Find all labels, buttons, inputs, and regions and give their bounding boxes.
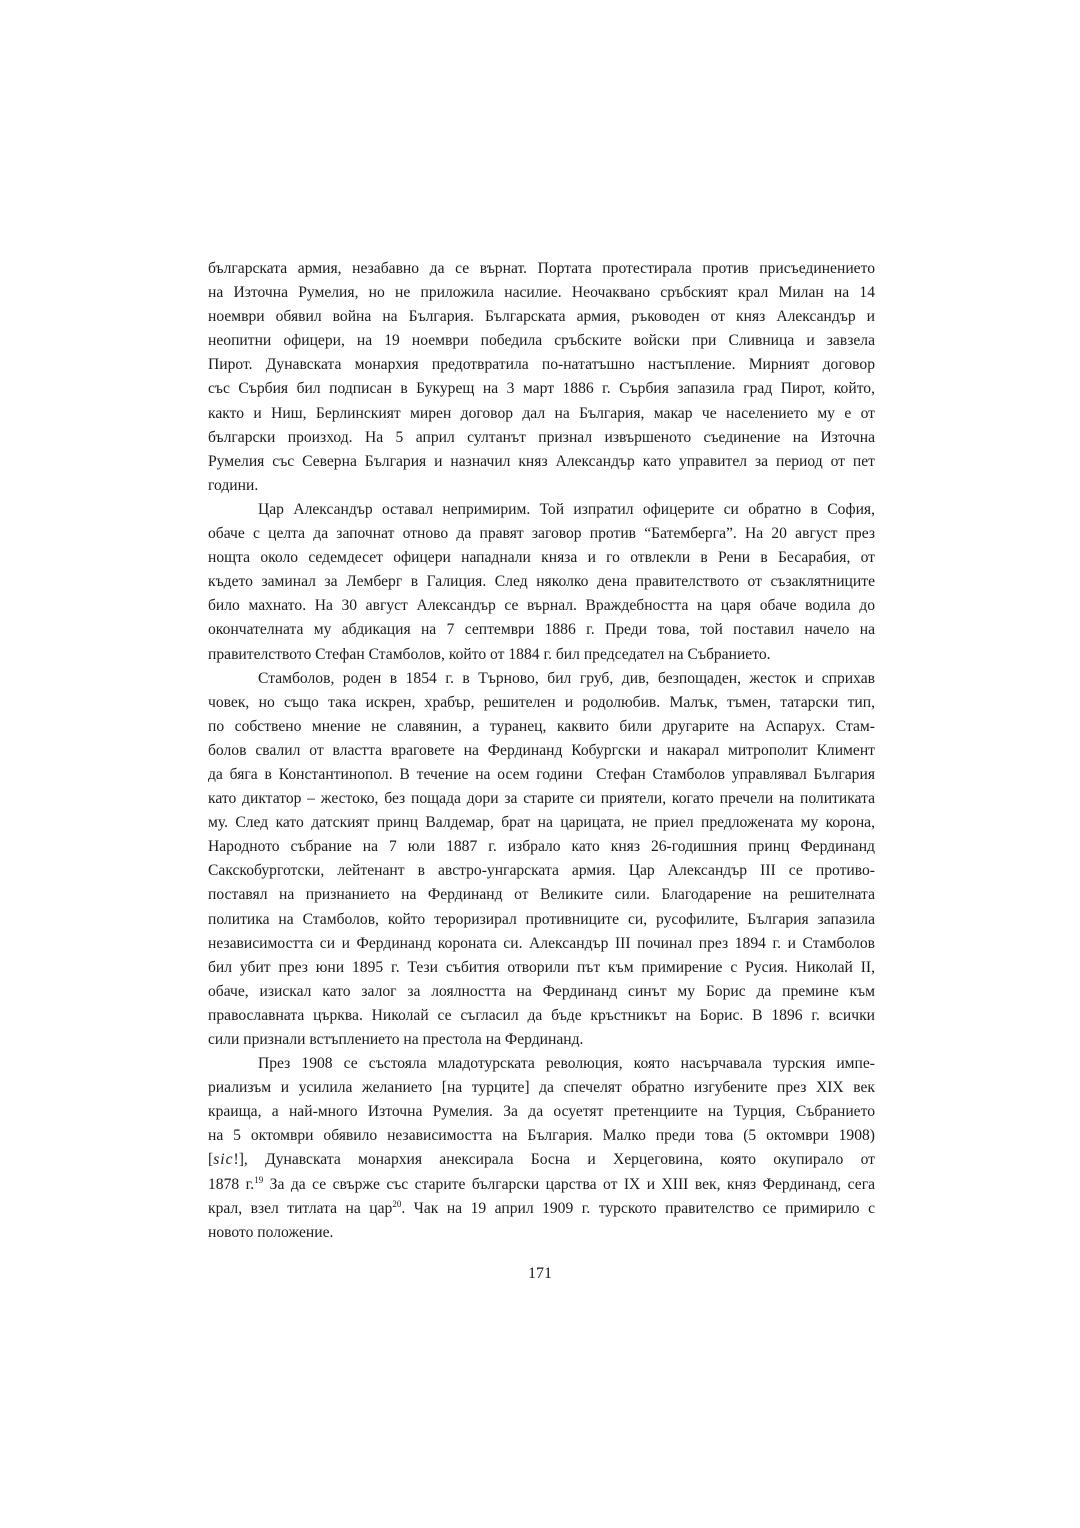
text-line-content: Пирот. Дунавската монархия предотвратила по-нататъшно настъпление. Мирният договор bbox=[208, 356, 875, 374]
paragraph bbox=[208, 498, 875, 667]
text-line-content: краища, а най-много Източна Румелия. За да осуетят претенциите на Турция, Събранието bbox=[208, 1103, 875, 1121]
text-line-content: болов свалил от властта враговете на Фердинанд Кобургски и накарал митрополит Климент bbox=[208, 741, 875, 759]
text-line bbox=[208, 305, 875, 329]
text-line bbox=[208, 1052, 875, 1076]
text-line bbox=[208, 1124, 875, 1148]
text-line bbox=[208, 739, 875, 763]
text-line bbox=[208, 498, 875, 522]
text-line-content: било махнато. На 30 август Александър се върнал. Враждебността на царя обаче водила до bbox=[208, 597, 875, 615]
text-line bbox=[208, 667, 875, 691]
text-line-content: Стамболов, роден в 1854 г. в Търново, бил груб, див, безпощаден, жесток и сприхав bbox=[258, 669, 875, 687]
text-line-content: човек, но също така искрен, храбър, решителен и родолюбив. Малък, тъмен, татарски тип, bbox=[208, 693, 875, 711]
text-line-content bbox=[208, 1148, 875, 1172]
text-line-content: както и Ниш, Берлинският мирен договор дал на България, макар че населението му е от bbox=[208, 404, 875, 422]
text-line bbox=[208, 787, 875, 811]
text-line bbox=[208, 618, 875, 642]
text-line bbox=[208, 643, 875, 667]
text-segment: !], Дунавската монархия анексирала Босна и Херцеговина, която окупирало от bbox=[233, 1151, 875, 1169]
text-line-content bbox=[208, 1197, 875, 1221]
text-line bbox=[208, 377, 875, 401]
text-line bbox=[208, 329, 875, 353]
paragraph bbox=[208, 257, 875, 498]
text-line bbox=[208, 835, 875, 859]
text-line-content: бил убит през юни 1895 г. Тези събития отворили път към примирение с Русия. Николай II, bbox=[208, 958, 875, 976]
text-line-content: обаче, изискал като залог за лоялността на Фердинанд синът му Борис да премине към bbox=[208, 982, 875, 1000]
text-line-content: Цар Александър оставал непримирим. Той изпратил офицерите си обратно в София, bbox=[258, 500, 875, 518]
text-line-content: където заминал за Лемберг в Галиция. След няколко дена правителството от съзаклятниците bbox=[208, 573, 875, 591]
text-line-content: на 5 октомври обявило независимостта на България. Малко преди това (5 октомври 1908) bbox=[208, 1127, 875, 1145]
text-line bbox=[208, 1076, 875, 1100]
text-line-content: правителството Стефан Стамболов, който от 1884 г. бил председател на Събранието. bbox=[208, 645, 771, 663]
text-line bbox=[208, 1100, 875, 1124]
text-line-content: политика на Стамболов, който тероризирал противниците си, русофилите, България запазила bbox=[208, 910, 875, 928]
text-line bbox=[208, 1004, 875, 1028]
text-line bbox=[208, 811, 875, 835]
text-line-content: риализъм и усилила желанието [на турците] да спечелят обратно изгубените през XIX век bbox=[208, 1079, 875, 1097]
text-line bbox=[208, 353, 875, 377]
text-line bbox=[208, 522, 875, 546]
paragraph bbox=[208, 1052, 875, 1245]
text-line bbox=[208, 1221, 875, 1245]
text-line bbox=[208, 908, 875, 932]
text-segment: [ bbox=[208, 1151, 214, 1169]
text-line-content: Народното събрание на 7 юли 1887 г. избрало като княз 26-годишния принц Фердинанд bbox=[208, 838, 875, 856]
document-body bbox=[208, 257, 875, 1245]
text-line-content: православната църква. Николай се съгласил да бъде кръстникът на Борис. В 1896 г. всички bbox=[208, 1006, 875, 1024]
text-line bbox=[208, 402, 875, 426]
text-line-content: През 1908 се състояла младотурската революция, която насърчавала турския импе- bbox=[258, 1055, 875, 1073]
text-line bbox=[208, 1197, 875, 1221]
text-line-content: неопитни офицери, на 19 ноември победила сръбските войски при Сливница и завзела bbox=[208, 332, 875, 350]
text-line bbox=[208, 763, 875, 787]
page-number: 171 bbox=[528, 1265, 552, 1282]
text-segment: . Чак на 19 април 1909 г. турското правителство се примирило с bbox=[401, 1199, 875, 1217]
text-line bbox=[208, 594, 875, 618]
text-line bbox=[208, 450, 875, 474]
text-line bbox=[208, 980, 875, 1004]
text-line-content: да бяга в Константинопол. В течение на осем години Стефан Стамболов управлявал България bbox=[208, 765, 875, 783]
text-line-content: българската армия, незабавно да се върнат. Портата протестирала против присъединението bbox=[208, 260, 875, 277]
paragraph bbox=[208, 667, 875, 1053]
text-line bbox=[208, 691, 875, 715]
text-line-content: български произход. На 5 април султанът признал извършеното съединение на Източна bbox=[208, 428, 875, 446]
text-line-content: Сакскобурготски, лейтенант в австро-унгарската армия. Цар Александър III се противо- bbox=[208, 862, 875, 880]
text-line bbox=[208, 715, 875, 739]
text-line bbox=[208, 426, 875, 450]
text-line-content: със Сърбия бил подписан в Букурещ на 3 март 1886 г. Сърбия запазила град Пирот, който, bbox=[208, 380, 875, 398]
text-line bbox=[208, 1148, 875, 1172]
text-line-content bbox=[208, 1173, 875, 1197]
text-segment: 1878 г. bbox=[208, 1175, 255, 1193]
text-line-content: поставял на признанието на Фердинанд от Великите сили. Благодарение на решителната bbox=[208, 886, 875, 904]
text-line-content: сили признали встъплението на престола на Фердинанд. bbox=[208, 1031, 584, 1048]
text-line bbox=[208, 570, 875, 594]
text-line-content: му. След като датският принц Валдемар, брат на царицата, не приел предложената му корона, bbox=[208, 814, 875, 832]
text-line-content: новото положение. bbox=[208, 1223, 334, 1241]
text-line bbox=[208, 883, 875, 907]
text-line-content: ноември обявил война на България. Българската армия, ръководен от княз Александър и bbox=[208, 308, 875, 326]
text-line-content: по собствено мнение не славянин, а туранец, каквито били другарите на Аспарух. Стам- bbox=[208, 717, 875, 735]
text-line-content: като диктатор – жестоко, без пощада дори за старите си приятели, когато пречели на политиката bbox=[208, 790, 875, 808]
text-line-content: нощта около седемдесет офицери нападнали княза и го отвлекли в Рени в Бесарабия, от bbox=[208, 549, 875, 567]
text-segment: За да се свърже със старите български царства от IX и XIII век, княз Фердинанд, сега bbox=[263, 1175, 876, 1193]
footnote-ref: 20 bbox=[392, 1198, 402, 1209]
text-line-content: обаче с целта да започнат отново да правят заговор против “Батемберга”. На 20 август през bbox=[208, 525, 875, 543]
footnote-ref: 19 bbox=[254, 1174, 264, 1185]
text-line bbox=[208, 956, 875, 980]
text-line bbox=[208, 859, 875, 883]
text-line-content: окончателната му абдикация на 7 септември 1886 г. Преди това, той поставил начело на bbox=[208, 621, 875, 639]
text-line bbox=[208, 932, 875, 956]
text-line-content: години. bbox=[208, 476, 259, 494]
italic-text: sic bbox=[213, 1151, 234, 1169]
text-line-content: Румелия със Северна България и назначил княз Александър като управител за период от пет bbox=[208, 452, 875, 470]
text-segment: крал, взел титлата на цар bbox=[208, 1199, 393, 1217]
text-line-content: на Източна Румелия, но не приложила насилие. Неочаквано сръбският крал Милан на 14 bbox=[208, 284, 875, 302]
text-line bbox=[208, 474, 875, 498]
text-line bbox=[208, 257, 875, 281]
text-line bbox=[208, 1173, 875, 1197]
text-line bbox=[208, 1028, 875, 1052]
text-line-content: независимостта си и Фердинанд короната си. Александър III починал през 1894 г. и Стамболов bbox=[208, 934, 875, 952]
text-line bbox=[208, 281, 875, 305]
text-line bbox=[208, 546, 875, 570]
